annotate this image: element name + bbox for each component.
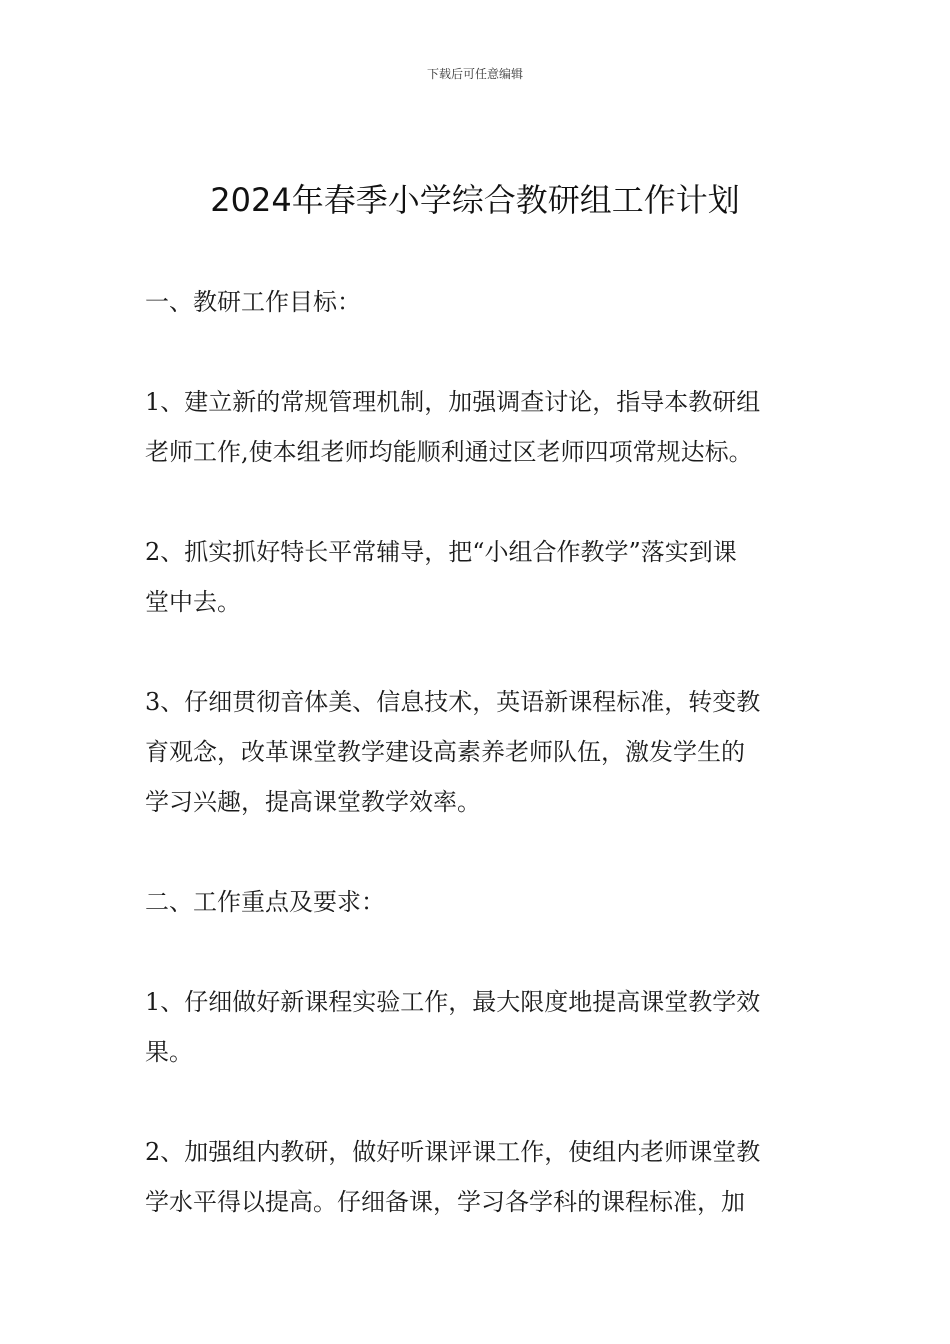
- paragraph-goal-1: [145, 377, 810, 477]
- paragraph-focus-1: [145, 977, 810, 1077]
- paragraph-line: 老师工作,使本组老师均能顺利通过区老师四项常规达标。: [145, 438, 753, 466]
- paragraph-line: 2、加强组内教研，做好听课评课工作，使组内老师课堂教: [145, 1138, 761, 1166]
- paragraph-line: 3、仔细贯彻音体美、信息技术，英语新课程标准，转变教: [145, 688, 761, 716]
- paragraph-goal-3: [145, 677, 810, 827]
- paragraph-line: 果。: [145, 1038, 193, 1066]
- section-heading-goals: [145, 277, 810, 327]
- paragraph-line: 2、抓实抓好特长平常辅导，把“小组合作教学”落实到课: [145, 538, 737, 566]
- section-heading-focus: [145, 877, 810, 927]
- paragraph-line: 堂中去。: [145, 588, 241, 616]
- heading-line: 二、工作重点及要求：: [145, 888, 385, 916]
- header-note: 下载后可任意编辑: [426, 67, 523, 81]
- paragraph-line: 育观念，改革课堂教学建设高素养老师队伍，激发学生的: [145, 738, 745, 766]
- paragraph-line: 学水平得以提高。仔细备课，学习各学科的课程标准，加: [145, 1188, 745, 1216]
- paragraph-line: 1、仔细做好新课程实验工作，最大限度地提高课堂教学效: [145, 988, 761, 1016]
- paragraph-goal-2: [145, 527, 810, 627]
- document-title: 2024年春季小学综合教研组工作计划: [210, 181, 740, 219]
- paragraph-focus-2: [145, 1127, 810, 1227]
- paragraph-line: 1、建立新的常规管理机制，加强调查讨论，指导本教研组: [145, 388, 761, 416]
- heading-line: 一、教研工作目标：: [145, 288, 361, 316]
- paragraph-line: 学习兴趣，提高课堂教学效率。: [145, 788, 481, 816]
